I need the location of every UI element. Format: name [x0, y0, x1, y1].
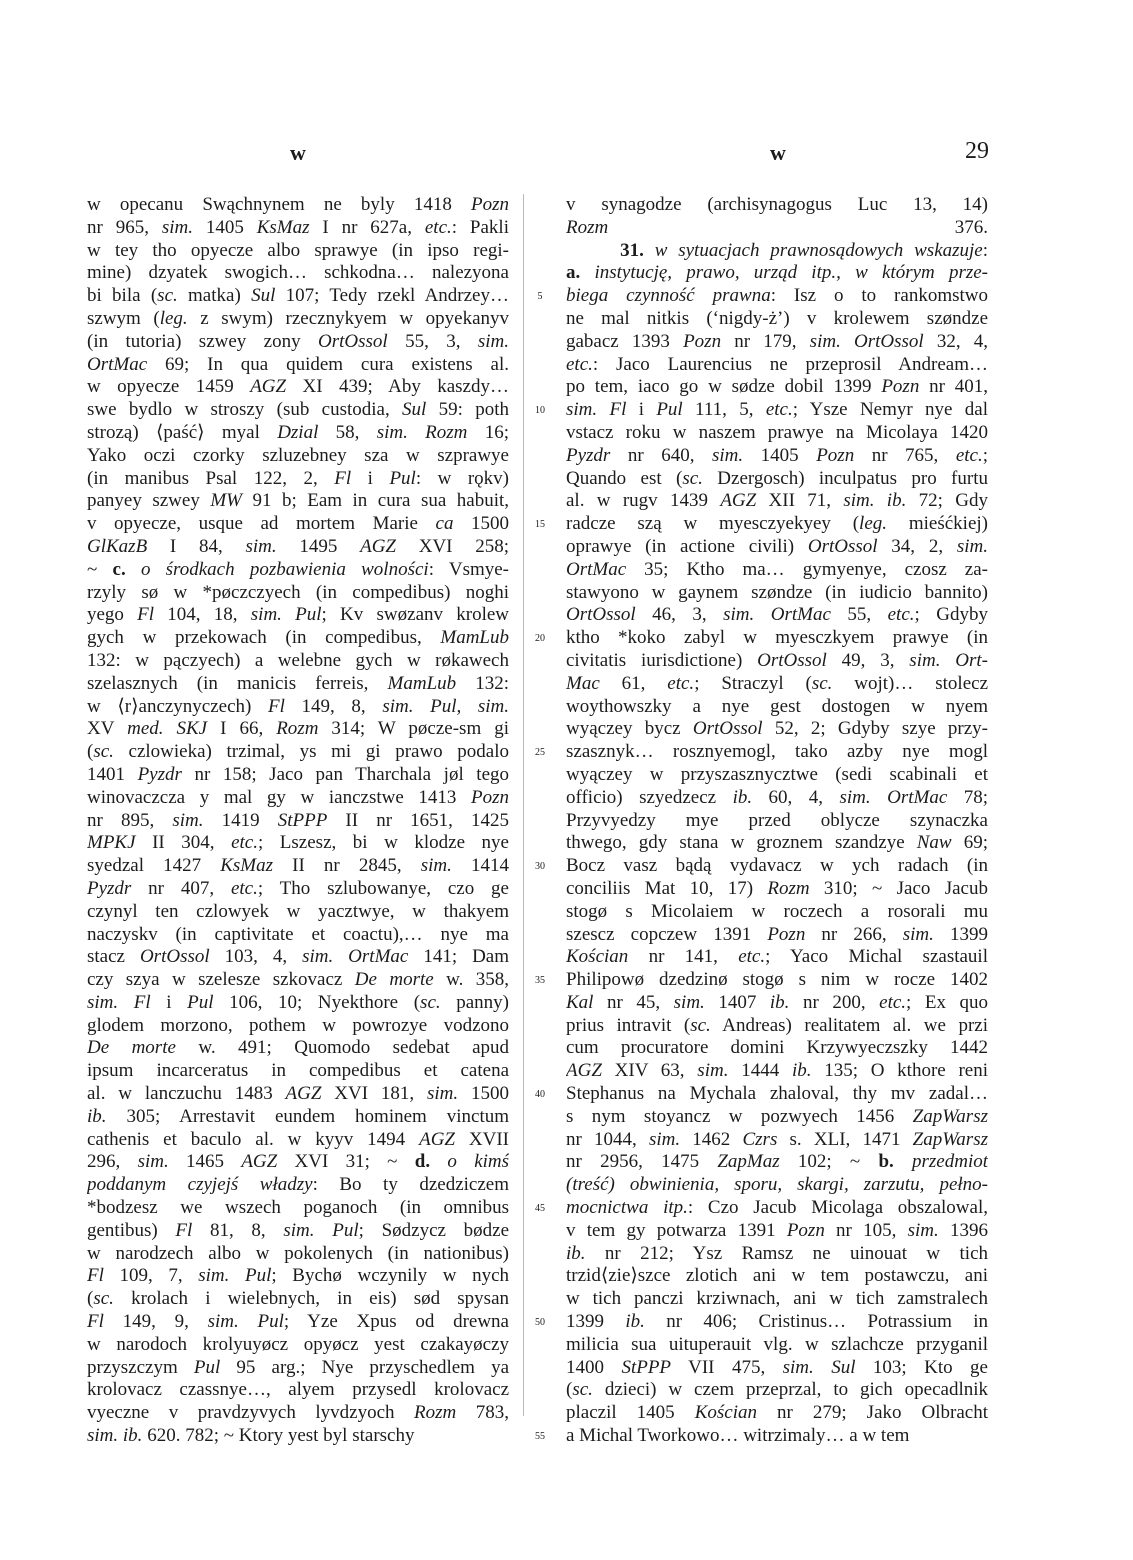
text-line: Philipowø dzedzinø stogø s nim w rocze 1402 [566, 969, 988, 991]
text-line: cathenis et baculo al. w kyyv 1494 AGZ XVII [87, 1128, 509, 1150]
line-number: 50 [535, 1317, 545, 1329]
text-line: Yako oczi czorky szluzebney sza w szprawye [87, 444, 509, 466]
text-line: ktho *koko zabyl w myesczkyem prawye (in [566, 627, 988, 649]
left-running-head: w [290, 140, 306, 165]
text-line: mocnictwa itp.: Czo Jacub Micolaga obszalowal, [566, 1197, 988, 1219]
text-line: 1400 StPPP VII 475, sim. Sul 103; Kto ge [566, 1356, 988, 1378]
text-line: swe bydlo w stroszy (sub custodia, Sul 59: poth [87, 399, 509, 421]
text-line: al. w lanczuchu 1483 AGZ XVI 181, sim. 1500 [87, 1083, 509, 1105]
text-line: (in tutoria) szwey zony OrtOssol 55, 3, sim. [87, 330, 509, 352]
text-line: cum procuratore domini Krzywyeczszky 1442 [566, 1037, 988, 1059]
text-line: v tem gy potwarza 1391 Pozn nr 105, sim. 1396 [566, 1219, 988, 1241]
text-line: trzid⟨zie⟩szce zlotich ani w tem postawczu, ani [566, 1265, 988, 1287]
text-line: milicia sua uituperauit vlg. w szlachcze przyganil [566, 1333, 988, 1355]
line-number: 15 [535, 519, 545, 531]
text-line: w tich panczi krziwnach, ani w tich zamstralech [566, 1288, 988, 1310]
text-line: 1399 ib. nr 406; Cristinus… Potrassium in [566, 1311, 988, 1333]
right-running-head: w [770, 140, 786, 165]
text-line: sim. Fl i Pul 111, 5, etc.; Ysze Nemyr nye dal [566, 399, 988, 421]
text-line: szasznyk… rosznyemogl, tako azby nye mogl [566, 741, 988, 763]
text-line: w ⟨r⟩anczynyczech) Fl 149, 8, sim. Pul, sim. [87, 695, 509, 717]
text-line: yego Fl 104, 18, sim. Pul; Kv swøzanv krolew [87, 604, 509, 626]
text-line: w narodoch krolyuyøcz opyøcz yest czakayøczy [87, 1333, 509, 1355]
text-line: OrtMac 35; Ktho ma… gymyenye, czosz za- [566, 558, 988, 580]
text-line: wyączey bycz OrtOssol 52, 2; Gdyby szye przy- [566, 718, 988, 740]
text-line: (sc. dzieci) w czem przeprzal, to gich opecadlnik [566, 1379, 988, 1401]
left-text-column [87, 194, 509, 1448]
text-line: officio) szyedzecz ib. 60, 4, sim. OrtMac 78; [566, 786, 988, 808]
text-line: rzyly sø w *pøczczyech (in compedibus) noghi [87, 581, 509, 603]
text-line: po tem, iaco go w sødze dobil 1399 Pozn nr 401, [566, 376, 988, 398]
text-line: MPKJ II 304, etc.; Lszesz, bi w klodze nye [87, 832, 509, 854]
text-line: Mac 61, etc.; Straczyl (sc. wojt)… stolecz [566, 672, 988, 694]
text-line: 132: w pączyech) a welebne gych w røkawech [87, 649, 509, 671]
text-line: vyeczne v pravdzyvych lyvdzyoch Rozm 783, [87, 1402, 509, 1424]
text-line: ib. 305; Arrestavit eundem hominem vinctum [87, 1105, 509, 1127]
text-line: stogø s Micolaiem w roczech a rosorali mu [566, 900, 988, 922]
text-line: gabacz 1393 Pozn nr 179, sim. OrtOssol 32, 4, [566, 330, 988, 352]
text-line: al. w rugv 1439 AGZ XII 71, sim. ib. 72; Gdy [566, 490, 988, 512]
text-line: a Michal Tworkowo… witrzimaly… a w tem [566, 1425, 910, 1447]
text-line: (in manibus Psal 122, 2, Fl i Pul: w rǫkv) [87, 467, 509, 489]
right-text-column [566, 194, 988, 1448]
line-number: 35 [535, 975, 545, 987]
text-line: w tey tho opyecze albo sprawye (in ipso regi- [87, 239, 509, 261]
text-line: Kal nr 45, sim. 1407 ib. nr 200, etc.; Ex quo [566, 991, 988, 1013]
line-number: 25 [535, 747, 545, 759]
text-line: ib. nr 212; Ysz Ramsz ne uinouat w tich [566, 1242, 988, 1264]
text-line: OrtMac 69; In qua quidem cura existens al. [87, 353, 509, 375]
page-number: 29 [965, 138, 989, 164]
line-number: 5 [537, 291, 543, 303]
text-line: Pyzdr nr 407, etc.; Tho szlubowanye, czo ge [87, 877, 509, 899]
text-line: nr 895, sim. 1419 StPPP II nr 1651, 1425 [87, 809, 509, 831]
line-number: 10 [535, 405, 545, 417]
text-line: syedzal 1427 KsMaz II nr 2845, sim. 1414 [87, 855, 509, 877]
text-line: (sc. krolach i wielebnych, in eis) sød spysan [87, 1288, 509, 1310]
line-number: 55 [535, 1431, 545, 1443]
text-line: Fl 149, 9, sim. Pul; Yze Xpus od drewna [87, 1311, 509, 1333]
text-line: civitatis iurisdictione) OrtOssol 49, 3, sim. Ort- [566, 649, 988, 671]
line-number: 45 [535, 1203, 545, 1215]
text-line: winovaczcza y mal gy w ianczstwe 1413 Pozn [87, 786, 509, 808]
text-line: mine) dzyatek swogich… schkodna… nalezyona [87, 262, 509, 284]
text-line: vstacz roku w naszem prawye na Micolaya 1420 [566, 421, 988, 443]
text-line: s nym stoyancz w pozwyech 1456 ZapWarsz [566, 1105, 988, 1127]
line-number: 20 [535, 633, 545, 645]
text-line: stacz OrtOssol 103, 4, sim. OrtMac 141; Dam [87, 946, 509, 968]
text-line: ipsum incarceratus in compedibus et catena [87, 1060, 509, 1082]
text-line: krolovacz czassnye…, alyem przysedl krolovacz [87, 1379, 509, 1401]
text-line: strozą) ⟨paść⟩ myal Dzial 58, sim. Rozm 16; [87, 421, 509, 443]
text-line: ne mal nitkis (‘nigdy-ż’) v krolewem szøndze [566, 307, 988, 329]
text-line: gych w przekowach (in compedibus, MamLub [87, 627, 509, 649]
text-line: stawyono w gaynem szøndze (in iudicio bannito) [566, 581, 988, 603]
text-line: *bodzesz we wszech poganoch (in omnibus [87, 1197, 509, 1219]
text-line: oprawye (in actione civili) OrtOssol 34, 2, sim. [566, 535, 988, 557]
text-line: naczyskv (in captivitate et coactu),… nye ma [87, 923, 509, 945]
text-line: Bocz vasz bądą vydavacz w ych radach (in [566, 855, 988, 877]
text-line: w narodzech albo w pokolenych (in nationibus) [87, 1242, 509, 1264]
line-number: 40 [535, 1089, 545, 1101]
text-line: v synagodze (archisynagogus Luc 13, 14) [566, 194, 988, 215]
text-line: Stephanus na Mychala zhaloval, thy mv zadal… [566, 1083, 988, 1105]
text-line: nr 965, sim. 1405 KsMaz I nr 627a, etc.: Pakli [87, 216, 509, 238]
text-line: v opyecze, usque ad mortem Marie ca 1500 [87, 513, 509, 535]
text-line: Fl 109, 7, sim. Pul; Bychø wczynily w nych [87, 1265, 509, 1287]
text-line: (treść) obwinienia, sporu, skargi, zarzutu, pełno- [566, 1174, 988, 1196]
text-line: czynyl ten czlowyek w yacztwye, w thakyem [87, 900, 509, 922]
text-line: AGZ XIV 63, sim. 1444 ib. 135; O kthore reni [566, 1060, 988, 1082]
text-line: nr 1044, sim. 1462 Czrs s. XLI, 1471 ZapWarsz [566, 1128, 988, 1150]
text-line: XV med. SKJ I 66, Rozm 314; W pøcze-sm gi [87, 718, 509, 740]
text-line: a. instytucję, prawo, urząd itp., w którym prze- [566, 262, 988, 284]
text-line: czy szya w szelesze szkovacz De morte w. 358, [87, 969, 509, 991]
text-line: panyey szwey MW 91 b; Eam in cura sua habuit, [87, 490, 509, 512]
text-line: przyszczym Pul 95 arg.; Nye przyschedlem ya [87, 1356, 509, 1378]
text-line: 1401 Pyzdr nr 158; Jaco pan Tharchala jøl tego [87, 763, 509, 785]
text-line: sim. ib. 620. 782; ~ Ktory yest byl starschy [87, 1425, 415, 1447]
text-line: thwego, gdy stana w groznem szandzye Naw 69; [566, 832, 988, 854]
text-line: GlKazB I 84, sim. 1495 AGZ XVI 258; [87, 535, 509, 557]
text-line: conciliis Mat 10, 17) Rozm 310; ~ Jaco Jacub [566, 877, 988, 899]
text-line: radcze szą w myesczyekyey (leg. mieśćkiej) [566, 513, 988, 535]
line-number: 30 [535, 861, 545, 873]
text-line: bi bila (sc. matka) Sul 107; Tedy rzekl Andrzey… [87, 285, 509, 307]
text-line: szelasznych (in manicis ferreis, MamLub 132: [87, 672, 509, 694]
text-line: etc.: Jaco Laurencius ne przeprosil Andream… [566, 353, 988, 375]
text-line: wyączey w przyszasznycztwe (sedi scabinali et [566, 763, 988, 785]
text-line: 31. w sytuacjach prawnosądowych wskazuje: [620, 239, 988, 261]
text-line: poddanym czyjejś władzy: Bo ty dzedziczem [87, 1174, 509, 1196]
text-line: gentibus) Fl 81, 8, sim. Pul; Sødzycz bødze [87, 1219, 509, 1241]
text-line: (sc. czlowieka) trzimal, ys mi gi prawo podalo [87, 741, 509, 763]
text-line: De morte w. 491; Quomodo sedebat apud [87, 1037, 509, 1059]
text-line: szescz copczew 1391 Pozn nr 266, sim. 1399 [566, 923, 988, 945]
text-line: szwym (leg. z swym) rzecznykyem w opyekanyv [87, 307, 509, 329]
text-line: Kościan nr 141, etc.; Yaco Michal szastauil [566, 946, 988, 968]
text-line: sim. Fl i Pul 106, 10; Nyekthore (sc. panny) [87, 991, 509, 1013]
text-line: Rozm 376. [566, 216, 988, 238]
text-line: 296, sim. 1465 AGZ XVI 31; ~ d. o kimś [87, 1151, 509, 1173]
text-line: OrtOssol 46, 3, sim. OrtMac 55, etc.; Gdyby [566, 604, 988, 626]
text-line: Pyzdr nr 640, sim. 1405 Pozn nr 765, etc.; [566, 444, 988, 466]
text-line: woythowszky a nye gest dostogen w nyem [566, 695, 988, 717]
text-line: placzil 1405 Kościan nr 279; Jako Olbracht [566, 1402, 988, 1424]
column-divider [523, 194, 524, 1416]
text-line: prius intravit (sc. Andreas) realitatem al. we przi [566, 1014, 988, 1036]
text-line: glodem morzono, pothem w powrozye vodzono [87, 1014, 509, 1036]
text-line: w opecanu Swąchnynem ne byly 1418 Pozn [87, 194, 509, 215]
text-line: biega czynność prawna: Isz o to rankomstwo [566, 285, 988, 307]
text-line: w opyecze 1459 AGZ XI 439; Aby kaszdy… [87, 376, 509, 398]
text-line: ~ c. o środkach pozbawienia wolności: Vsmye- [87, 558, 509, 580]
text-line: nr 2956, 1475 ZapMaz 102; ~ b. przedmiot [566, 1151, 988, 1173]
text-line: Quando est (sc. Dzergosch) inculpatus pro furtu [566, 467, 988, 489]
text-line: Przyvyedzy mye przed oblycze szynaczka [566, 809, 988, 831]
